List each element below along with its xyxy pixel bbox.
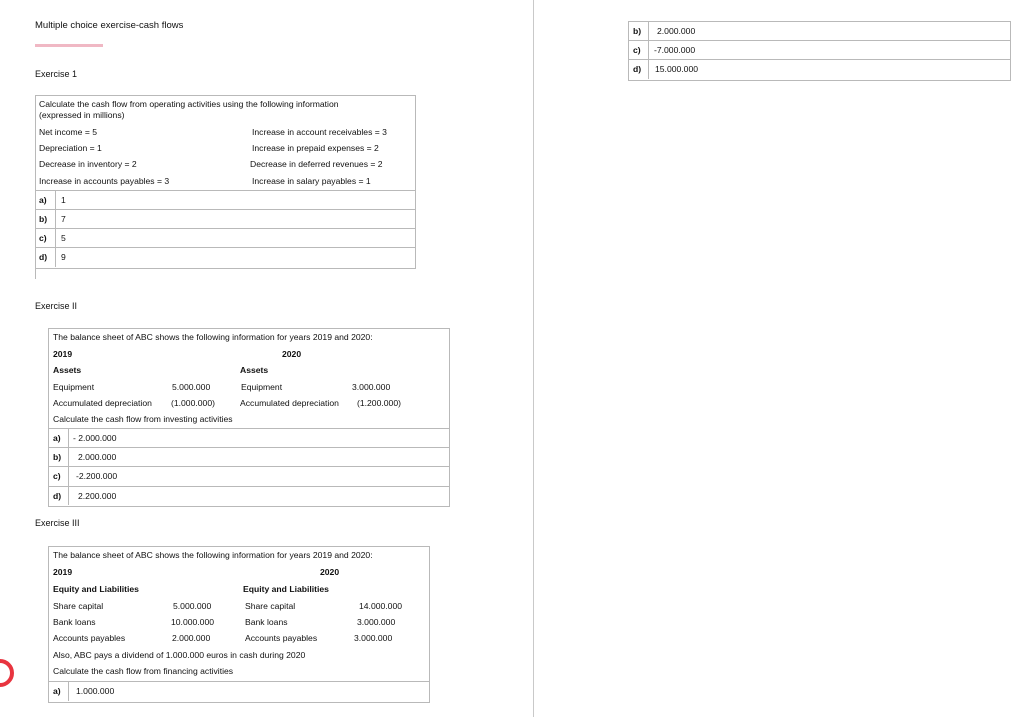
- ex2-option-value: 2.200.000: [78, 491, 117, 501]
- page-title: Multiple choice exercise-cash flows: [35, 20, 184, 31]
- ex3-year-2019: 2019: [53, 567, 73, 577]
- ex3-eq-label-2019: Equity and Liabilities: [53, 584, 139, 594]
- ex2-option-value: - 2.000.000: [73, 433, 117, 443]
- ex2-option-letter: d): [53, 491, 62, 501]
- ex3-options-top-border: [48, 681, 429, 682]
- exercise-3-heading: Exercise III: [35, 518, 80, 528]
- ex3-bank-label: Bank loans: [53, 617, 96, 627]
- ex2-accdep-label-2020: Accumulated depreciation: [240, 398, 339, 408]
- ex2-row-divider: [48, 486, 449, 487]
- ex2-assets-2019: Assets: [53, 365, 82, 375]
- ex1-option-letter: a): [39, 195, 47, 205]
- ex1-right-item: Increase in account receivables = 3: [252, 127, 387, 137]
- ex2-options-top-border: [48, 428, 449, 429]
- ex2-accdep-label: Accumulated depreciation: [53, 398, 152, 408]
- ex2-option-value: 2.000.000: [78, 452, 117, 462]
- ex1-option-value: 5: [61, 233, 66, 243]
- ex3-continued-option-letter: d): [633, 64, 642, 74]
- ex2-intro: The balance sheet of ABC shows the following information for years 2019 and 2020:: [53, 332, 373, 342]
- ex3-ap-label: Accounts payables: [53, 633, 126, 643]
- ex2-letter-column-border: [68, 428, 69, 505]
- ex1-letter-column-border: [55, 190, 56, 267]
- ex1-options-top-border: [35, 190, 415, 191]
- ex2-equipment-2019: 5.000.000: [172, 382, 211, 392]
- ex3-bank-2020: 3.000.000: [357, 617, 396, 627]
- ex3-share-label-2020: Share capital: [245, 601, 296, 611]
- ex2-year-2019: 2019: [53, 349, 73, 359]
- ex3-eq-label-2020: Equity and Liabilities: [243, 584, 329, 594]
- ex3-ap-2019: 2.000.000: [172, 633, 211, 643]
- ex3-continued-option-letter: b): [633, 26, 642, 36]
- ex1-option-value: 1: [61, 195, 66, 205]
- ex3-continued-option-value: 2.000.000: [657, 26, 696, 36]
- ex1-row-divider: [35, 247, 415, 248]
- ex2-row-divider: [48, 466, 449, 467]
- exercise-1-prompt: Calculate the cash flow from operating activities using the following information: [39, 99, 339, 109]
- ex3-bank-2019: 10.000.000: [171, 617, 215, 627]
- ex3-option-value: 1.000.000: [76, 686, 115, 696]
- ex2-equipment-label-2020: Equipment: [241, 382, 283, 392]
- ex3-continued-option-value: -7.000.000: [654, 45, 696, 55]
- ex3-ap-2020: 3.000.000: [354, 633, 393, 643]
- ex2-equipment-label: Equipment: [53, 382, 95, 392]
- ex1-option-value: 9: [61, 252, 66, 262]
- ex1-option-letter: b): [39, 214, 48, 224]
- ex3-share-2020: 14.000.000: [359, 601, 403, 611]
- ex1-option-letter: c): [39, 233, 47, 243]
- ex3-continued-option-value: 15.000.000: [655, 64, 699, 74]
- ex1-left-item: Depreciation = 1: [39, 143, 102, 153]
- ex2-row-divider: [48, 447, 449, 448]
- ex1-right-item: Increase in salary payables = 1: [252, 176, 371, 186]
- ex3-share-2019: 5.000.000: [173, 601, 212, 611]
- ex3-ap-label-2020: Accounts payables: [245, 633, 318, 643]
- exercise-1-table-tail: [35, 267, 36, 279]
- ex3-continued-row-divider: [628, 40, 1010, 41]
- ex3-letter-column-border: [68, 681, 69, 701]
- ex3-share-label: Share capital: [53, 601, 104, 611]
- ex2-option-letter: a): [53, 433, 61, 443]
- ex2-option-letter: b): [53, 452, 62, 462]
- ex3-dividend-note: Also, ABC pays a dividend of 1.000.000 euros in cash during 2020: [53, 650, 306, 660]
- ex2-option-letter: c): [53, 471, 61, 481]
- page-divider: [533, 0, 534, 717]
- ex2-accdep-2020: (1.200.000): [357, 398, 401, 408]
- ex1-right-item: Increase in prepaid expenses = 2: [252, 143, 379, 153]
- ex3-continued-option-letter: c): [633, 45, 641, 55]
- title-underline: [35, 44, 103, 47]
- ex1-option-value: 7: [61, 214, 66, 224]
- ex1-row-divider: [35, 228, 415, 229]
- ex2-accdep-2019: (1.000.000): [171, 398, 215, 408]
- ex3-intro: The balance sheet of ABC shows the following information for years 2019 and 2020:: [53, 550, 373, 560]
- ex3-question: Calculate the cash flow from financing activities: [53, 666, 234, 676]
- ex1-row-divider: [35, 209, 415, 210]
- ex2-equipment-2020: 3.000.000: [352, 382, 391, 392]
- exercise-2-heading: Exercise II: [35, 301, 78, 311]
- ex2-assets-2020: Assets: [240, 365, 269, 375]
- ex2-question: Calculate the cash flow from investing activities: [53, 414, 233, 424]
- record-ring-icon[interactable]: [0, 659, 14, 687]
- ex1-right-item: Decrease in deferred revenues = 2: [250, 159, 383, 169]
- ex1-left-item: Increase in accounts payables = 3: [39, 176, 170, 186]
- ex1-option-letter: d): [39, 252, 48, 262]
- exercise-1-prompt-unit: (expressed in millions): [39, 110, 125, 120]
- ex3-option-letter: a): [53, 686, 61, 696]
- ex2-year-2020: 2020: [282, 349, 302, 359]
- ex3-continued-row-divider: [628, 59, 1010, 60]
- ex3-continued-letter-column-border: [648, 21, 649, 79]
- ex3-bank-label-2020: Bank loans: [245, 617, 288, 627]
- ex3-year-2020: 2020: [320, 567, 340, 577]
- ex1-left-item: Net income = 5: [39, 127, 98, 137]
- exercise-1-heading: Exercise 1: [35, 69, 78, 79]
- ex1-left-item: Decrease in inventory = 2: [39, 159, 137, 169]
- ex2-option-value: -2.200.000: [76, 471, 118, 481]
